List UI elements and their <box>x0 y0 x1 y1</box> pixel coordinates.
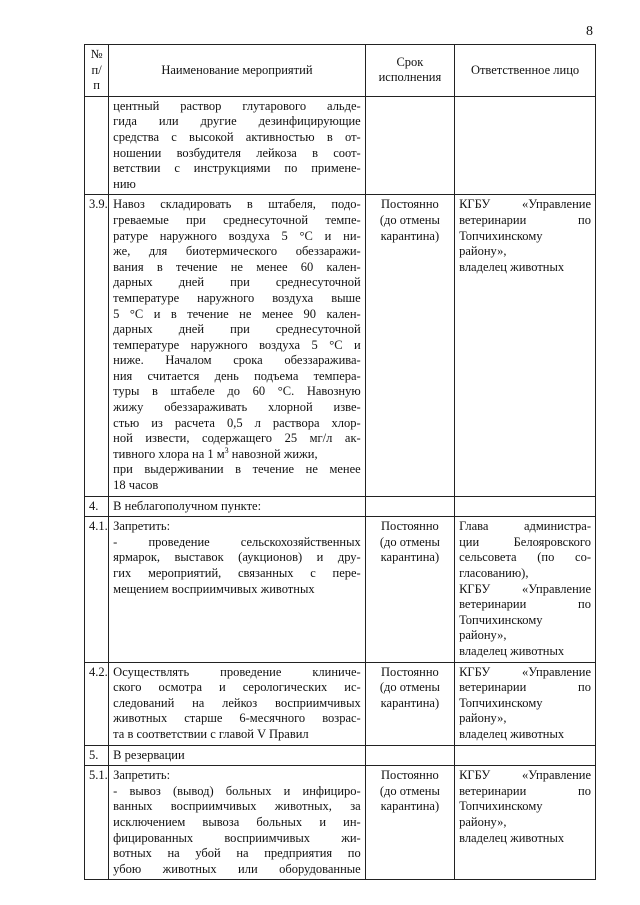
text-line: же, для биотермического обеззаражи- <box>113 244 361 259</box>
text-line: Осуществлять проведение клиниче- <box>113 664 361 679</box>
cell-term <box>365 766 454 880</box>
text-line: району», <box>459 628 507 643</box>
text-line: температуре наружного воздуха выше <box>113 290 361 305</box>
cell-num: 5. <box>85 745 109 766</box>
table-row-3-9 <box>85 195 596 496</box>
cell-responsible <box>455 745 596 766</box>
text-line: ции Белояровского <box>459 534 591 549</box>
text-line: температуре наружного воздуха 5 °С и <box>113 337 361 352</box>
text-line: та в соответствии с главой V Правил <box>113 726 309 741</box>
text-line: животных старше 6-месячного возрас- <box>113 711 361 726</box>
text-line: КГБУ «Управление <box>459 664 591 679</box>
text-line: Запретить: <box>113 519 171 534</box>
text-line: ветеринарии по <box>459 680 591 695</box>
cell-action: В резервации <box>109 745 366 766</box>
text-line: ярмарок, выставок (аукционов) и дру- <box>113 550 361 565</box>
cell-term <box>365 517 454 662</box>
text-line: вания в течение не менее 60 кален- <box>113 259 361 274</box>
text-line: карантина) <box>380 695 440 710</box>
cell-action <box>109 766 366 880</box>
cell-action <box>109 662 366 745</box>
text-line: КГБУ «Управление <box>459 581 591 596</box>
cell-num: 3.9. <box>85 195 109 496</box>
text-line: Топчихинскому <box>459 228 543 243</box>
cell-term <box>365 96 454 195</box>
cell-action: В неблагополучном пункте: <box>109 496 366 517</box>
text-line: району», <box>459 244 507 259</box>
text-line: ветеринарии по <box>459 597 591 612</box>
text-line: карантина) <box>380 799 440 814</box>
cell-num <box>85 96 109 195</box>
text-line: следований на лейкоз восприимчивых <box>113 695 361 710</box>
cell-responsible <box>455 517 596 662</box>
cell-responsible <box>455 96 596 195</box>
text-line: Топчихинскому <box>459 612 543 627</box>
text-line: Глава администра- <box>459 519 591 534</box>
text-line: ратуре наружного воздуха 5 °С и ни- <box>113 228 361 243</box>
text-line: (до отмены <box>379 680 440 695</box>
text-line: гласованию), <box>459 566 529 580</box>
text-line: карантина) <box>380 550 440 565</box>
text-line: КГБУ «Управление <box>459 768 591 783</box>
text-line: Постоянно <box>380 664 439 679</box>
text-line: Постоянно <box>380 197 439 212</box>
text-line: ния считается день подъема темпера- <box>113 368 361 383</box>
cell-action <box>109 96 366 195</box>
cell-num: 4.2. <box>85 662 109 745</box>
text-line: владелец животных <box>459 643 565 658</box>
text-line: мещением восприимчивых животных <box>113 581 315 596</box>
cell-responsible <box>455 195 596 496</box>
table-row-4-2 <box>85 662 596 745</box>
table-row-5-1 <box>85 766 596 880</box>
text-line: жижу обеззараживать хлорной изве- <box>113 400 361 415</box>
cell-action <box>109 195 366 496</box>
measures-table <box>84 44 596 880</box>
text-line: дарных дней при среднесуточной <box>113 322 361 337</box>
cell-responsible <box>455 766 596 880</box>
header-num: № п/п <box>85 45 109 97</box>
cell-num: 5.1. <box>85 766 109 880</box>
text-line: убою животных или оборудованные <box>113 861 361 876</box>
table-row-4-1 <box>85 517 596 662</box>
text-line: КГБУ «Управление <box>459 197 591 212</box>
text-line: ветеринарии по <box>459 783 591 798</box>
text-line: владелец животных <box>459 726 565 741</box>
text-line: владелец животных <box>459 259 565 274</box>
text-line: карантина) <box>380 228 440 243</box>
text-line: туры в штабеле до 60 °С. Навозную <box>113 384 361 399</box>
text-line: вотных на убой на предприятия по <box>113 846 361 861</box>
text-line: Навоз складировать в штабеля, подо- <box>113 197 361 212</box>
text-line: фицированных восприимчивых жи- <box>113 830 361 845</box>
text-line: греваемые при среднесуточной темпе- <box>113 212 361 227</box>
header-responsible: Ответственное лицо <box>455 45 596 97</box>
text-line: ванных восприимчивых животных, за <box>113 799 361 814</box>
text-line: ского осмотра и серологических ис- <box>113 680 361 695</box>
text-line: средства с высокой активностью в от- <box>113 129 361 144</box>
text-fragment: тивного хлора на 1 м <box>113 446 225 461</box>
text-line: нию <box>113 176 136 191</box>
text-line: 5 °С и в течение не менее 90 кален- <box>113 306 361 321</box>
page-number: 8 <box>586 24 593 39</box>
table-row-continuation <box>85 96 596 195</box>
text-line: ветеринарии по <box>459 212 591 227</box>
text-line: при выдерживании в течение не менее <box>113 462 361 477</box>
text-line: 18 часов <box>113 478 159 493</box>
table-row-5 <box>85 745 596 766</box>
cell-term <box>365 662 454 745</box>
cell-num: 4.1. <box>85 517 109 662</box>
text-line: исключением вывоза больных и ин- <box>113 814 361 829</box>
text-line: Топчихинскому <box>459 799 543 814</box>
table-header-row <box>85 45 596 97</box>
cell-num: 4. <box>85 496 109 517</box>
text-line: владелец животных <box>459 830 565 845</box>
cell-action <box>109 517 366 662</box>
cell-term <box>365 195 454 496</box>
text-line: Запретить: <box>113 768 171 783</box>
text-line: ной извести, содержащего 25 мг/л ак- <box>113 431 361 446</box>
text-line: (до отмены <box>379 534 440 549</box>
header-term: Срок исполнения <box>365 45 454 97</box>
text-line: центный раствор глутарового альде- <box>113 98 361 113</box>
text-line: Постоянно <box>380 519 439 534</box>
header-action: Наименование мероприятий <box>109 45 366 97</box>
text-line: району», <box>459 814 507 829</box>
text-line: гида или другие дезинфицирующие <box>113 114 361 129</box>
text-fragment: навозной жижи, <box>228 446 318 461</box>
text-line: ниже. Началом срока обеззаражива- <box>113 353 361 368</box>
text-line: сельсовета (по со- <box>459 550 591 565</box>
cell-responsible <box>455 662 596 745</box>
text-line: ношении возбудителя лейкоза в соот- <box>113 145 361 160</box>
text-line: ветствии с инструкциями по примене- <box>113 161 361 176</box>
text-line: - вывоз (вывод) больных и инфициро- <box>113 783 361 798</box>
text-line: Топчихинскому <box>459 695 543 710</box>
cell-term <box>365 496 454 517</box>
text-line: (до отмены <box>379 212 440 227</box>
table-row-4 <box>85 496 596 517</box>
superscript: 3 <box>224 445 229 455</box>
text-line: Постоянно <box>380 768 439 783</box>
text-line: - проведение сельскохозяйственных <box>113 534 361 549</box>
cell-term <box>365 745 454 766</box>
text-line: гих мероприятий, связанных с пере- <box>113 566 361 580</box>
cell-responsible <box>455 496 596 517</box>
text-line: (до отмены <box>379 783 440 798</box>
text-line <box>113 447 361 463</box>
text-line: району», <box>459 711 507 726</box>
text-line: стью из расчета 0,5 л раствора хлор- <box>113 415 361 430</box>
text-line: дарных дней при среднесуточной <box>113 275 361 290</box>
